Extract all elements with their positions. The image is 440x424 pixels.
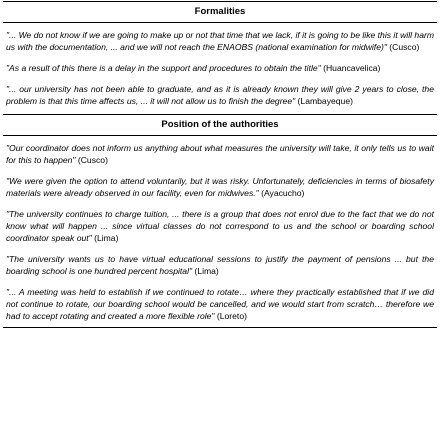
quote-item bbox=[6, 208, 434, 244]
quote-text: "... We do not know if we are going to make up or not that time that we lack, if it is going to be like this it will harm us with the documentation, ... and we will not reach the ENAOBS (national examination for midwife)" bbox=[6, 30, 435, 52]
quote-text: "... A meeting was held to establish if we continued to rotate… where they practically established that if we did not continue to rotate, our boarding school would be cancelled, and we would start from scratch… therefore we had to accept rotating and created a more flexible role" bbox=[6, 287, 434, 321]
quote-location: (Loreto) bbox=[214, 311, 247, 321]
section-header-authorities: Position of the authorities bbox=[3, 114, 437, 136]
quote-location: (Lima) bbox=[91, 233, 119, 243]
quote-location: (Huancavelica) bbox=[320, 63, 381, 73]
quotes-table bbox=[3, 1, 437, 328]
quote-item bbox=[6, 83, 434, 107]
section-body-formalities bbox=[3, 23, 437, 114]
quote-item bbox=[6, 62, 434, 74]
quote-location: (Ayacucho) bbox=[258, 188, 305, 198]
section-body-authorities bbox=[3, 136, 437, 327]
quote-text: "Our coordinator does not inform us anything about what measures the university will take, it only tells us to wait for this to happen" bbox=[6, 143, 434, 165]
quote-text: "We were given the option to attend voluntarily, but it was risky. Unfortunately, deficiencies in terms of biosafety materials were already observed in our facility, even for midwives." bbox=[6, 176, 434, 198]
quote-text: "The university continues to charge tuition, ... there is a group that does not enrol due to the fact that we do not know what will happen ... since virtual classes do not correspond to us and the school or boarding school coordinator speak out" bbox=[6, 209, 434, 243]
quote-item bbox=[6, 253, 434, 277]
quote-item bbox=[6, 29, 434, 53]
quote-item bbox=[6, 142, 434, 166]
quote-text: "... our university has not been able to graduate, and as it is already known they will give 2 years to close, the problem is that this time affects us, ... it will not allow us to finish the degree" bbox=[6, 84, 434, 106]
quote-text: "As a result of this there is a delay in the support and procedures to obtain the title" bbox=[6, 63, 321, 73]
quote-location: (Cusco) bbox=[75, 155, 108, 165]
quote-item bbox=[6, 175, 434, 199]
quote-location: (Cusco) bbox=[386, 42, 420, 52]
section-header-formalities: Formalities bbox=[3, 2, 437, 23]
quote-text: "The university wants us to have virtual educational sessions to justify the payment of pensions ... but the boarding school is one hundred percent hospital" bbox=[6, 254, 434, 276]
quote-item bbox=[6, 286, 434, 322]
quote-location: (Lambayeque) bbox=[295, 96, 353, 106]
quote-location: (Lima) bbox=[192, 266, 219, 276]
